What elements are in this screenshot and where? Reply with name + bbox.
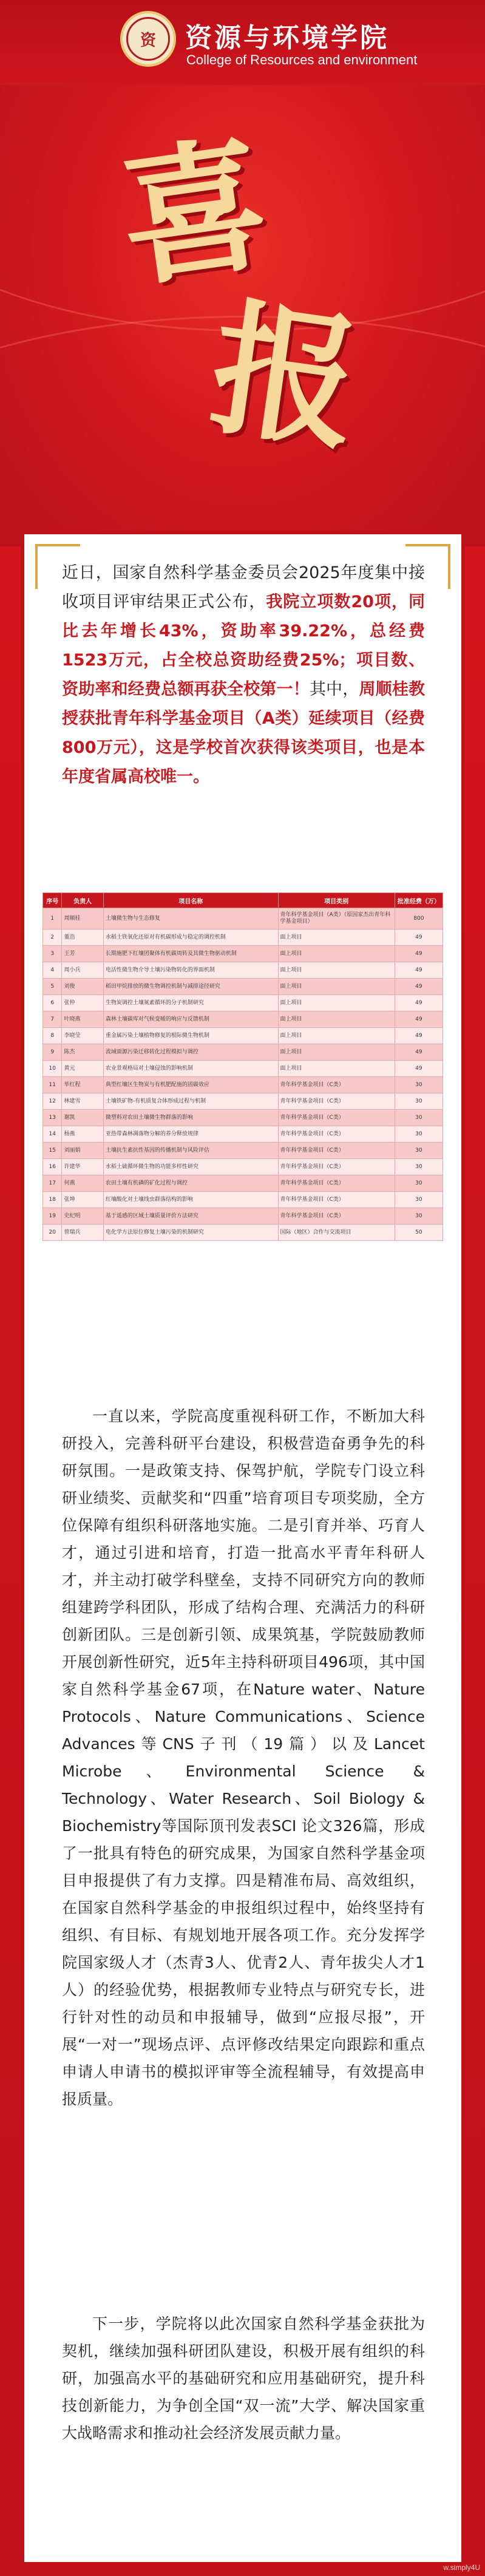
table-row — [43, 1175, 443, 1192]
body-paragraph-1: 一直以来，学院高度重视科研工作，不断加大科研投入，完善科研平台建设，积极营造奋勇争先的科研氛围。一是政策支持、保驾护航，学院专门设立科研业绩奖、贡献奖和“四重”培育项目专项奖励，全方位保障有组织科研落地实施。二是引育并举、巧育人才，通过引进和培育，打造一批高水平青年科研人才，并主动打破学科壁垒，支持不同研究方向的教师组建跨学科团队，形成了结构合理、充满活力的科研创新团队。三是创新引领、成果筑基，学院鼓励教师开展创新性研究，近5年主持科研项目496项，其中国家自然科学基金67项，在Nature water、Nature Protocols、Nature Communications、Science Advances等CNS子刊（19篇）以及Lancet Microbe、Environmental Science & Technology、Water Research、Soil Biology & Biochemistry等国际顶刊发表SCI 论文326篇，形成了一批具有特色的研究成果，为国家自然科学基金项目申报提供了有力支撑。四是精准布局、高效组织，在国家自然科学基金的申报组织过程中，始终坚持有组织、有目标、有规划地开展各项工作。充分发挥学院国家级人才（杰青3人、优青2人、青年拔尖人才1人）的经验优势，根据教师专业特点与研究专长，进行针对性的动员和申报辅导，做到“应报尽报”，开展“一对一”现场点评、点评修改结果定向跟踪和重点申请人申请书的模拟评审等全流程辅导，有效提高申报质量。 — [62, 1407, 425, 2108]
cell-amount: 30 — [395, 1093, 443, 1110]
cell-no: 19 — [43, 1208, 62, 1225]
cell-title: 水稻土硫循环微生物的功能多样性研究 — [103, 1159, 278, 1175]
cell-type: 青年科学基金项目（C类） — [278, 1159, 395, 1175]
cell-amount: 800 — [395, 908, 443, 929]
table-row — [43, 1225, 443, 1241]
cell-amount: 50 — [395, 1225, 443, 1241]
cell-type: 国际（地区）合作与交流项目 — [278, 1225, 395, 1241]
cell-no: 11 — [43, 1077, 62, 1093]
cell-title: 红壤酸化对土壤线虫群落结构的影响 — [103, 1192, 278, 1208]
cell-name: 李晓莹 — [62, 1028, 103, 1044]
cell-type: 面上项目 — [278, 946, 395, 962]
cell-title: 重金属污染土壤植物修复的根际微生物机制 — [103, 1028, 278, 1044]
cell-amount: 49 — [395, 929, 443, 946]
content-card — [24, 534, 461, 2562]
cell-name: 叶晓燕 — [62, 1011, 103, 1028]
cell-title: 电活性微生物介导土壤污染物转化的界面机制 — [103, 962, 278, 979]
cell-title: 基于遥感的区域土壤质量评价方法研究 — [103, 1208, 278, 1225]
cell-name: 何燕 — [62, 1175, 103, 1192]
cell-name: 张仲 — [62, 995, 103, 1011]
cell-type: 青年科学基金项目（C类） — [278, 1093, 395, 1110]
cell-title: 农业景观格局对土壤侵蚀的影响机制 — [103, 1061, 278, 1077]
cell-no: 3 — [43, 946, 62, 962]
cell-no: 12 — [43, 1093, 62, 1110]
body-paragraph-2: 下一步，学院将以此次国家自然科学基金获批为契机，继续加强科研团队建设，积极开展有组织的科研，加强高水平的基础研究和应用基础研究，提升科技创新能力，为争创全国“双一流”大学、解决国家重大战略需求和推动社会经济发展贡献力量。 — [62, 2315, 425, 2442]
cell-type: 面上项目 — [278, 1011, 395, 1028]
cell-amount: 30 — [395, 1159, 443, 1175]
school-logo — [120, 11, 176, 67]
cell-type: 面上项目 — [278, 1044, 395, 1061]
cell-no: 10 — [43, 1061, 62, 1077]
cell-name: 周小兵 — [62, 962, 103, 979]
table-header-row — [43, 893, 443, 908]
hero-banner — [0, 85, 485, 546]
cell-amount: 30 — [395, 1175, 443, 1192]
cell-title: 典型红壤区生物炭与有机肥配施的固碳效应 — [103, 1077, 278, 1093]
table-row — [43, 1110, 443, 1126]
cell-no: 4 — [43, 962, 62, 979]
cell-amount: 49 — [395, 962, 443, 979]
cell-amount: 49 — [395, 946, 443, 962]
cell-no: 6 — [43, 995, 62, 1011]
cell-title: 电化学方法原位修复土壤污染的机制研究 — [103, 1225, 278, 1241]
projects-table — [42, 892, 443, 1241]
table-row — [43, 979, 443, 995]
table-row — [43, 1061, 443, 1077]
intro-text: 其中， — [309, 680, 359, 699]
cell-type: 面上项目 — [278, 1061, 395, 1077]
cell-amount: 30 — [395, 1077, 443, 1093]
cell-type: 青年科学基金项目（C类） — [278, 1110, 395, 1126]
school-name-cn: 资源与环境学院 — [185, 22, 389, 53]
cell-amount: 49 — [395, 1011, 443, 1028]
cell-type: 面上项目 — [278, 979, 395, 995]
cell-name: 陈杰 — [62, 1044, 103, 1061]
table-row — [43, 962, 443, 979]
cell-name: 王芳 — [62, 946, 103, 962]
cell-name: 周顺桂 — [62, 908, 103, 929]
cell-title: 亚热带森林凋落物分解的养分释放规律 — [103, 1126, 278, 1143]
cell-no: 9 — [43, 1044, 62, 1061]
cell-amount: 30 — [395, 1208, 443, 1225]
cell-type: 青年科学基金项目（A类）（原国家杰出青年科学基金项目） — [278, 908, 395, 929]
cell-title: 土壤微生物与生态修复 — [103, 908, 278, 929]
cell-name: 黄元 — [62, 1061, 103, 1077]
table-row — [43, 1208, 443, 1225]
cell-type: 青年科学基金项目（C类） — [278, 1143, 395, 1159]
cell-type: 青年科学基金项目（C类） — [278, 1077, 395, 1093]
hero-char-bao: 报 — [201, 281, 370, 472]
cell-no: 17 — [43, 1175, 62, 1192]
cell-name: 许建华 — [62, 1159, 103, 1175]
hero-char-xi: 喜 — [110, 117, 279, 308]
cell-amount: 30 — [395, 1110, 443, 1126]
cell-name: 杨燕 — [62, 1126, 103, 1143]
intro-paragraph — [62, 559, 425, 792]
table-row — [43, 929, 443, 946]
header-banner — [0, 0, 485, 85]
cell-title: 农田土壤有机磷的矿化过程与调控 — [103, 1175, 278, 1192]
cell-title: 土壤抗生素抗性基因的传播机制与风险评估 — [103, 1143, 278, 1159]
table-row — [43, 1028, 443, 1044]
cell-name: 董浩 — [62, 929, 103, 946]
table-row — [43, 1093, 443, 1110]
cell-title: 稻田甲烷排放的微生物调控机制与减排途径研究 — [103, 979, 278, 995]
cell-no: 1 — [43, 908, 62, 929]
cell-title: 水稻土铁氧化还原对有机碳形成与稳定的调控机制 — [103, 929, 278, 946]
logo-emblem: 资 — [126, 17, 170, 61]
cell-type: 面上项目 — [278, 962, 395, 979]
watermark: w.simply4U — [443, 2563, 480, 2572]
cell-amount: 30 — [395, 1126, 443, 1143]
table-row — [43, 908, 443, 929]
cell-amount: 30 — [395, 1143, 443, 1159]
col-header: 项目类别 — [278, 893, 395, 908]
intro-text: 近日，国家自然科学基金委员会2025年度集中接收项目评审结果正式公布， — [62, 563, 425, 611]
cell-amount: 49 — [395, 1061, 443, 1077]
cell-amount: 30 — [395, 1192, 443, 1208]
cell-type: 青年科学基金项目（C类） — [278, 1208, 395, 1225]
cell-name: 毕红程 — [62, 1077, 103, 1093]
cell-no: 16 — [43, 1159, 62, 1175]
table-row — [43, 1143, 443, 1159]
cell-name: 张坤 — [62, 1192, 103, 1208]
cell-no: 18 — [43, 1192, 62, 1208]
table-row — [43, 946, 443, 962]
cell-type: 青年科学基金项目（C类） — [278, 1126, 395, 1143]
col-header: 项目名称 — [103, 893, 278, 908]
cell-type: 青年科学基金项目（C类） — [278, 1192, 395, 1208]
col-header: 负责人 — [62, 893, 103, 908]
cell-amount: 49 — [395, 1044, 443, 1061]
col-header: 序号 — [43, 893, 62, 908]
table-row — [43, 1077, 443, 1093]
cell-no: 13 — [43, 1110, 62, 1126]
table-row — [43, 1044, 443, 1061]
cell-type: 面上项目 — [278, 995, 395, 1011]
school-name-en: College of Resources and environment — [186, 52, 418, 67]
cell-name: 史纪明 — [62, 1208, 103, 1225]
cell-name: 林建雪 — [62, 1093, 103, 1110]
intro-highlight: 我院立项数20项，同比去年增长43%，资助率39.22%，总经费1523万元，占全校总资助经费25%；项目数、资助率和经费总额再获全校第一！ — [62, 593, 426, 699]
cell-no: 20 — [43, 1225, 62, 1241]
cell-title: 土壤铁矿物-有机质复合体形成过程与机制 — [103, 1093, 278, 1110]
cell-name: 刘俊 — [62, 979, 103, 995]
table-row — [43, 1192, 443, 1208]
cell-title: 生物炭调控土壤氮素循环的分子机制研究 — [103, 995, 278, 1011]
cell-no: 14 — [43, 1126, 62, 1143]
cell-title: 微塑料对农田土壤微生物群落的影响 — [103, 1110, 278, 1126]
cell-no: 5 — [43, 979, 62, 995]
cell-type: 青年科学基金项目（C类） — [278, 1175, 395, 1192]
cell-no: 8 — [43, 1028, 62, 1044]
cell-no: 7 — [43, 1011, 62, 1028]
table-row — [43, 1159, 443, 1175]
cell-title: 长期施肥下红壤团聚体有机碳周转及其微生物驱动机制 — [103, 946, 278, 962]
cell-amount: 49 — [395, 1028, 443, 1044]
cell-title: 森林土壤碳库对气候变暖的响应与反馈机制 — [103, 1011, 278, 1028]
col-header: 批准经费（万） — [395, 893, 443, 908]
cell-name: 曾瑞兵 — [62, 1225, 103, 1241]
cell-type: 面上项目 — [278, 929, 395, 946]
cell-title: 流域面源污染迁移转化过程模拟与调控 — [103, 1044, 278, 1061]
cell-name: 谢凯 — [62, 1110, 103, 1126]
table-row — [43, 1011, 443, 1028]
cell-amount: 49 — [395, 995, 443, 1011]
cell-amount: 49 — [395, 979, 443, 995]
cell-no: 15 — [43, 1143, 62, 1159]
intro-highlight: 周顺桂教授获批青年科学基金项目（A类）延续项目（经费800万元），这是学校首次获得该类项目，也是本年度省属高校唯一。 — [62, 680, 426, 786]
cell-type: 面上项目 — [278, 1028, 395, 1044]
cell-no: 2 — [43, 929, 62, 946]
table-row — [43, 1126, 443, 1143]
cell-name: 刘丽娟 — [62, 1143, 103, 1159]
table-row — [43, 995, 443, 1011]
